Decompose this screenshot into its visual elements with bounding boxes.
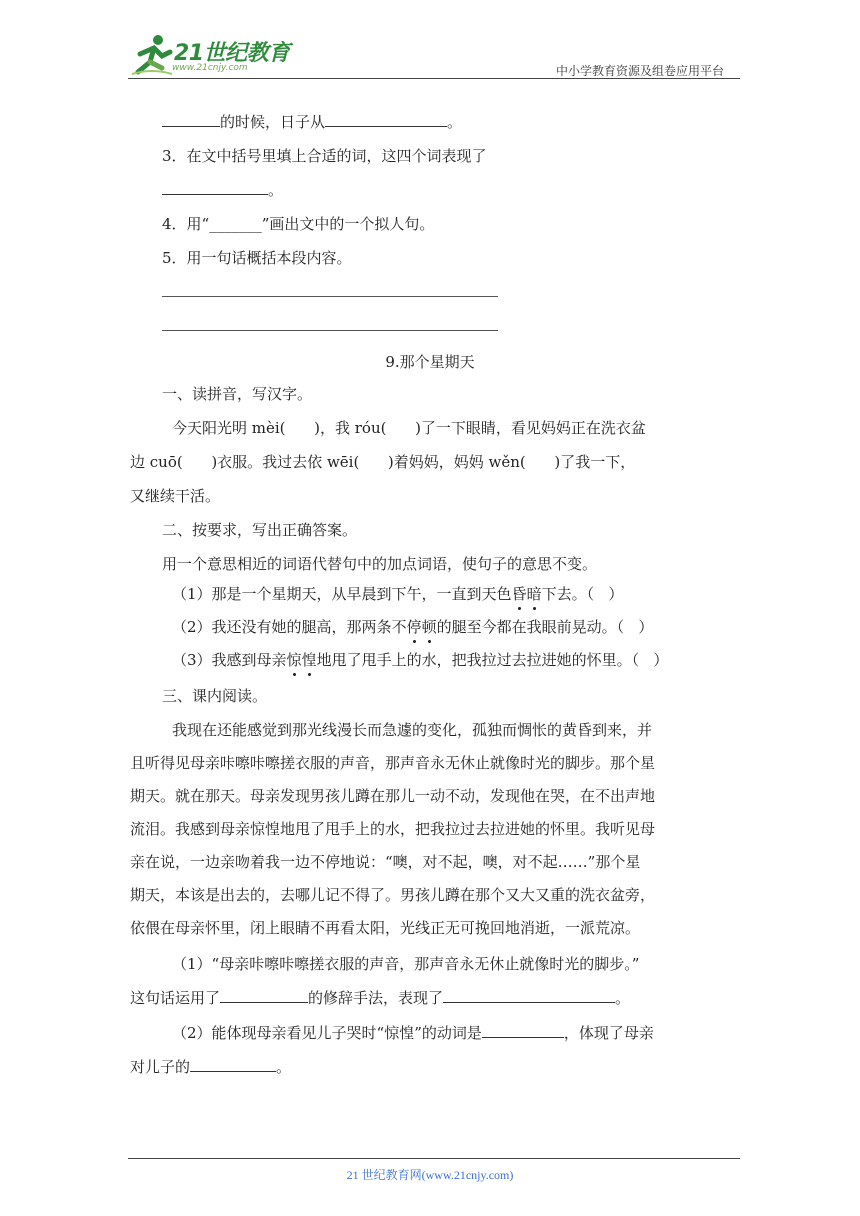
question-text: （2）能体现母亲看见儿子哭时“惊惶”的动词是 xyxy=(172,1024,482,1042)
passage-line: 亲在说，一边亲吻着我一边不停地说：“噢，对不起，噢，对不起……”那个星 xyxy=(130,853,641,871)
sentence-text: （2）我还没有她的腿高，那两条不 xyxy=(172,618,407,636)
dotted-word: 暗 xyxy=(526,585,542,603)
answer-blank[interactable] xyxy=(190,1057,276,1072)
reading-question-1-answer xyxy=(130,988,630,1008)
answer-blank[interactable] xyxy=(162,180,268,195)
sentence-text: （1）那是一个星期天，从早晨到下午，一直到天色 xyxy=(172,585,512,603)
passage-line: 且听得见母亲咔嚓咔嚓搓衣服的声音，那声音永无休止就像时光的脚步。那个星 xyxy=(130,754,656,772)
dotted-word: 顿 xyxy=(421,618,437,636)
runner-logo-icon xyxy=(128,32,176,78)
sentence-text: 的腿至今都在我眼前晃动。（ ） xyxy=(436,618,654,636)
footer-divider xyxy=(128,1158,740,1159)
pinyin-line: 边 cuō( )衣服。我过去依 wēi( )着妈妈，妈妈 wěn( )了我一下， xyxy=(130,453,636,471)
sentence-text: 地甩了甩手上的水，把我拉过去拉进她的怀里。（ ） xyxy=(316,651,669,669)
answer-blank[interactable] xyxy=(162,112,220,127)
sentence-text: （3）我感到母亲 xyxy=(172,651,287,669)
answer-blank[interactable] xyxy=(443,988,615,1003)
page-header xyxy=(128,32,740,78)
passage-line: 流泪。我感到母亲惊惶地甩了甩手上的水，把我拉过去拉进她的怀里。我听见母 xyxy=(130,820,656,838)
footer-link[interactable]: 21 世纪教育网(www.21cnjy.com) xyxy=(346,1168,514,1182)
answer-line[interactable] xyxy=(162,296,498,297)
question-text: 的时候，日子从 xyxy=(220,113,326,131)
dotted-word: 昏 xyxy=(511,585,527,603)
instruction-text: 用一个意思相近的词语代替句中的加点词语，使句子的意思不变。 xyxy=(162,555,598,573)
logo-url: www.21cnjy.com xyxy=(172,63,248,73)
reading-question-2-answer xyxy=(130,1057,291,1077)
logo xyxy=(128,32,298,78)
passage-line: 期天，本该是出去的，去哪儿记不得了。男孩儿蹲在那个又大又重的洗衣盆旁， xyxy=(130,886,656,904)
question-3-answer xyxy=(162,180,283,200)
pinyin-line: 今天阳光明 mèi( )，我 róu( )了一下眼睛，看见妈妈正在洗衣盆 xyxy=(172,419,646,437)
question-text: 。 xyxy=(276,1058,292,1076)
question-text: 。 xyxy=(268,181,284,199)
sentence-2 xyxy=(172,617,653,637)
reading-question-2 xyxy=(172,1023,654,1043)
answer-blank[interactable] xyxy=(325,112,447,127)
header-divider xyxy=(128,78,740,79)
dotted-word: 惊 xyxy=(286,651,302,669)
answer-blank[interactable] xyxy=(482,1023,564,1038)
dotted-word: 停 xyxy=(406,618,422,636)
pinyin-line: 又继续干活。 xyxy=(130,487,221,505)
sentence-text: 下去。（ ） xyxy=(541,585,624,603)
dotted-word: 惶 xyxy=(301,651,317,669)
sentence-1 xyxy=(172,584,623,604)
answer-line[interactable] xyxy=(162,330,498,331)
sentence-3 xyxy=(172,650,668,670)
question-4: 4．用“_______”画出文中的一个拟人句。 xyxy=(162,215,435,233)
question-5: 5．用一句话概括本段内容。 xyxy=(162,249,352,267)
question-text: ，体现了母亲 xyxy=(563,1024,654,1042)
question-text: 这句话运用了 xyxy=(130,989,221,1007)
question-text: 对儿子的 xyxy=(130,1058,191,1076)
question-text: 。 xyxy=(615,989,631,1007)
logo-text: 21世纪教育 xyxy=(174,41,290,66)
question-3: 3．在文中括号里填上合适的词，这四个词表现了 xyxy=(162,147,487,165)
section-heading: 三、课内阅读。 xyxy=(162,687,268,705)
reading-question-1: （1）“母亲咔嚓咔嚓搓衣服的声音，那声音永无休止就像时光的脚步。” xyxy=(172,955,640,973)
passage-line: 我现在还能感觉到那光线漫长而急遽的变化，孤独而惆怅的黄昏到来，并 xyxy=(172,721,653,739)
passage-line: 期天。就在那天。母亲发现男孩儿蹲在那儿一动不动，发现他在哭，在不出声地 xyxy=(130,787,656,805)
section-heading: 二、按要求，写出正确答案。 xyxy=(162,521,358,539)
answer-blank[interactable] xyxy=(220,988,308,1003)
passage-line: 依偎在母亲怀里，闭上眼睛不再看太阳，光线正无可挽回地消逝，一派荒凉。 xyxy=(130,919,641,937)
section-heading: 一、读拼音，写汉字。 xyxy=(162,385,313,403)
header-slogan: 中小学教育资源及组卷应用平台 xyxy=(555,64,724,78)
question-text: 的修辞手法，表现了 xyxy=(308,989,444,1007)
question-continuation xyxy=(162,112,462,132)
lesson-title: 9.那个星期天 xyxy=(385,353,475,371)
question-text: 。 xyxy=(447,113,463,131)
